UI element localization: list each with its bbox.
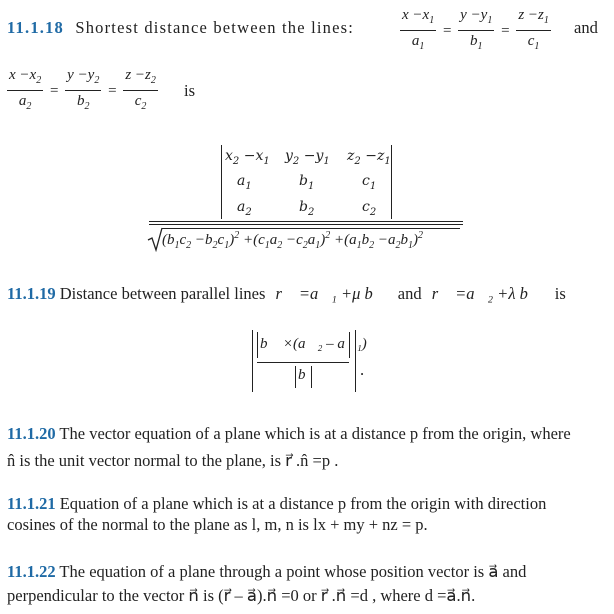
section-text: Equation of a plane which is at a distance p from the origin with direction	[59, 494, 547, 513]
abs-left-bar	[252, 330, 253, 392]
section-number: 11.1.19	[7, 284, 56, 303]
sqrt-radicand: $(b_1c_2 -b_2c_1)^2 +(c_1a_2 -c_2a_1)^2 +(a_1b_2 -a_2b_1)^2$	[162, 230, 424, 251]
distance-fraction-line	[257, 362, 349, 363]
det-r2-c3: $c_1$	[362, 173, 377, 192]
equation-1: r⃗ =a⃗₁ +μ b⃗	[275, 284, 386, 303]
determinant-left-bar	[221, 145, 222, 219]
section-number: 11.1.21	[7, 494, 56, 513]
section-text: The equation of a plane through a point whose position vector is a⃗ and	[59, 562, 527, 581]
fraction: $\frac{x -x_2}{a_2}$	[9, 67, 42, 112]
fraction: $\frac{y -y_1}{b_1}$	[460, 7, 493, 52]
sqrt-sign-icon	[147, 226, 163, 252]
det-r2-c2: $b_1$	[299, 173, 315, 192]
section-text: The vector equation of a plane which is at a distance p from the origin, where	[59, 424, 571, 443]
det-r3-c1: $a_2$	[237, 199, 252, 218]
inner-abs-left	[257, 332, 258, 358]
fraction: $\frac{x -x_1}{a_1}$	[402, 7, 435, 52]
det-r2-c1: $a_1$	[237, 173, 252, 192]
is-word: is	[184, 81, 196, 100]
period: .	[360, 360, 365, 379]
section-number: 11.1.18	[7, 18, 64, 37]
det-r1-c2: $y_2 -y_1$	[285, 148, 330, 167]
distance-numerator: b⃗ ×(a⃗₂ – a⃗₁)	[260, 336, 367, 352]
fraction-line	[149, 221, 463, 222]
fraction-line-double	[149, 224, 463, 225]
equation-2: r⃗ =a⃗₂ +λ b⃗	[431, 284, 541, 303]
det-r1-c3: $z_2 -z_1$	[347, 148, 391, 167]
section-11-1-22-line1	[7, 562, 526, 582]
section-11-1-20-line2: n̂ is the unit vector normal to the plane, is r⃗ .n̂ =p .	[7, 451, 339, 470]
section-number: 11.1.20	[7, 424, 56, 443]
determinant-right-bar	[391, 145, 392, 219]
section-11-1-20-line1	[7, 424, 571, 444]
section-11-1-21-line1	[7, 494, 546, 514]
section-number: 11.1.22	[7, 562, 56, 581]
det-r3-c3: $c_2$	[362, 199, 377, 218]
line1-equation: $\frac{x -x_1}{a_1}$ = $\frac{y -y_1}{b_1}$ = $\frac{z -z_1}{c_1}$	[400, 6, 551, 57]
section-11-1-21-line2: cosines of the normal to the plane as l, m, n is lx + my + nz = p.	[7, 515, 428, 534]
section-lead-text: Distance between parallel lines	[59, 284, 266, 303]
line2-equation: $\frac{x -x_2}{a_2}$ = $\frac{y -y_2}{b_2}$ = $\frac{z -z_2}{c_2}$	[7, 66, 158, 117]
denominator-abs-left	[295, 366, 296, 388]
det-r3-c2: $b_2$	[299, 199, 315, 218]
section-11-1-22-line2: perpendicular to the vector n⃗ is (r⃗ – a⃗).n⃗ =0 or r⃗ .n⃗ =d , where d =a⃗.n⃗.	[7, 586, 476, 605]
and-word: and	[574, 18, 598, 37]
section-lead-text: Shortest distance between the lines:	[75, 18, 355, 37]
det-r1-c1: $x_2 -x_1$	[225, 148, 270, 167]
fraction: $\frac{z -z_1}{c_1}$	[518, 7, 549, 52]
distance-denominator: b⃗	[298, 367, 318, 383]
and-word: and	[397, 284, 422, 303]
fraction: $\frac{z -z_2}{c_2}$	[125, 67, 156, 112]
is-word: is	[554, 284, 566, 303]
section-11-1-18-header	[7, 18, 354, 38]
section-11-1-19	[7, 284, 566, 304]
sqrt-overline	[162, 228, 460, 229]
fraction: $\frac{y -y_2}{b_2}$	[67, 67, 100, 112]
